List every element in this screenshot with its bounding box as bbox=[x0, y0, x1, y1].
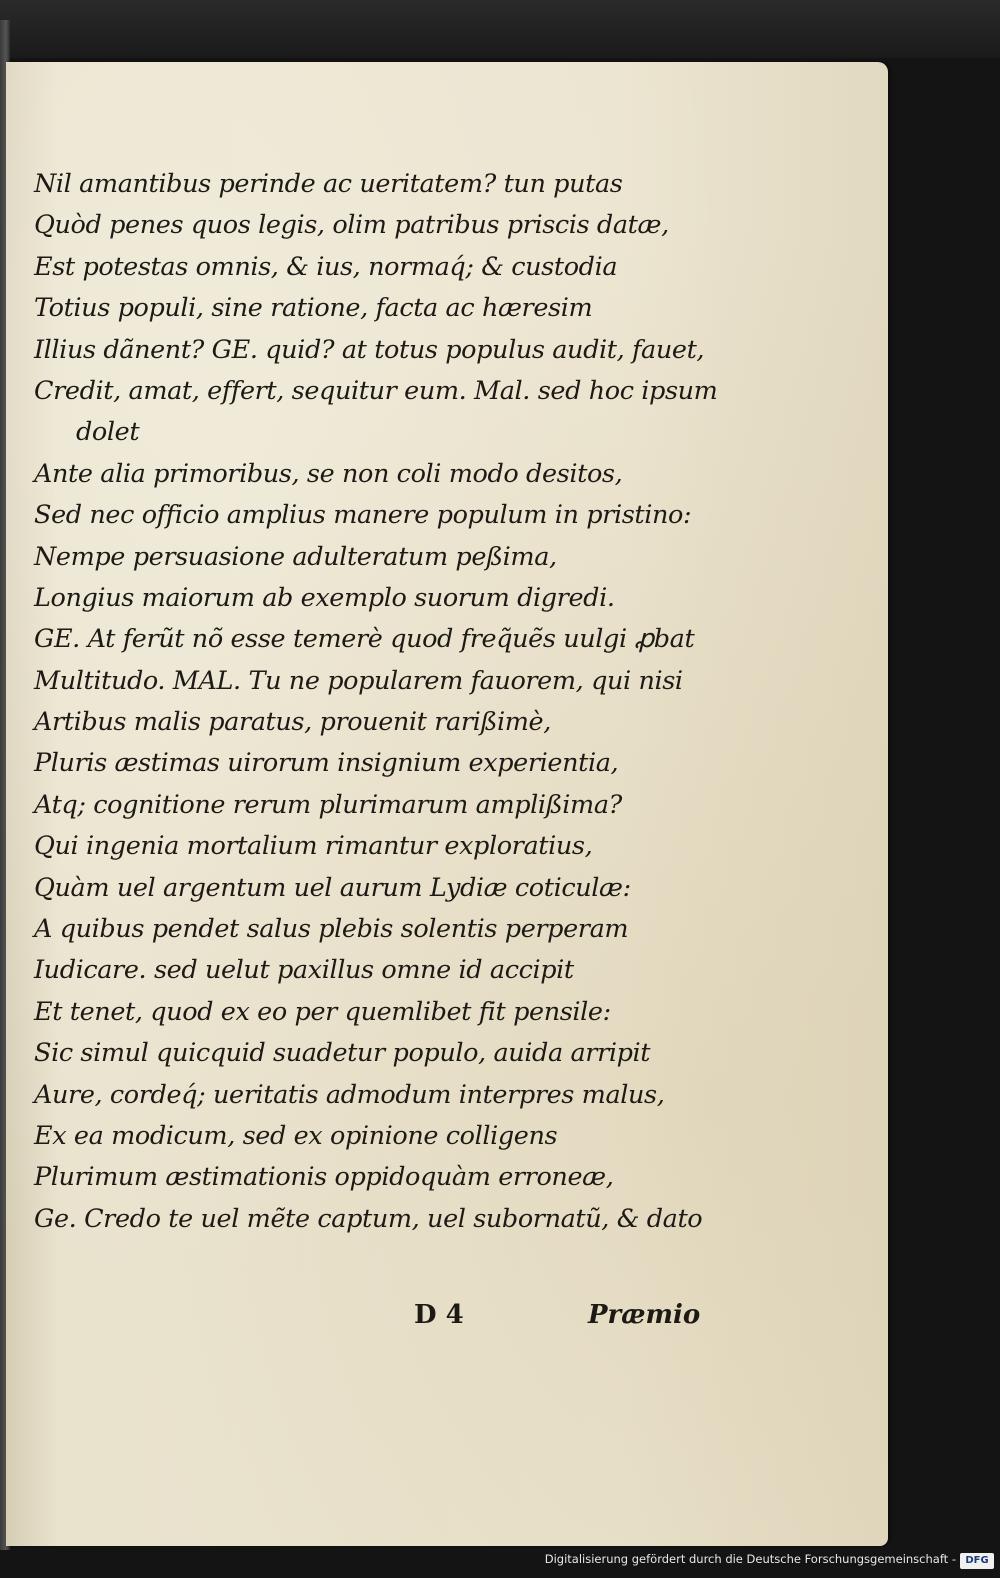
scanner-top-strip bbox=[0, 0, 1000, 58]
text-line: Quàm uel argentum uel aurum Lydiæ coticulæ: bbox=[34, 872, 631, 903]
text-line: Nil amantibus perinde ac ueritatem? tun putas bbox=[34, 169, 623, 199]
text-line: Illius dãnent? GE. quid? at totus populus audit, fauet, bbox=[34, 334, 705, 365]
text-line: GE. At ferũt nõ esse temerè quod freq̃uẽs uulgi ꝓbat bbox=[34, 624, 695, 655]
text-line: Sed nec officio amplius manere populum in pristino: bbox=[34, 500, 692, 531]
text-line: Totius populi, sine ratione, facta ac hæresim bbox=[34, 293, 593, 324]
text-line: Atq; cognitione rerum plurimarum amplißima? bbox=[34, 789, 622, 820]
text-line: Pluris æstimas uirorum insignium experientia, bbox=[34, 748, 619, 779]
page-footer-line bbox=[6, 1300, 706, 1344]
text-line: Qui ingenia mortalium rimantur exploratius, bbox=[34, 831, 593, 862]
text-line: Sic simul quicquid suadetur populo, auida arripit bbox=[34, 1038, 651, 1069]
text-line: Ex ea modicum, sed ex opinione colligens bbox=[34, 1120, 558, 1151]
catchword: Præmio bbox=[588, 1300, 701, 1330]
text-line: A quibus pendet salus plebis solentis perperam bbox=[34, 914, 629, 945]
page-text-block bbox=[34, 164, 718, 1240]
text-line: Nempe persuasione adulteratum peßima, bbox=[34, 541, 557, 572]
text-line: Quòd penes quos legis, olim patribus priscis datæ, bbox=[34, 210, 669, 241]
text-line: Multitudo. MAL. Tu ne popularem fauorem, qui nisi bbox=[34, 665, 683, 696]
signature-mark: D 4 bbox=[414, 1300, 464, 1330]
text-line: Ge. Credo te uel mẽte captum, uel subornatũ, & dato bbox=[34, 1203, 703, 1234]
text-line: Artibus malis paratus, prouenit rarißimè, bbox=[34, 707, 551, 738]
text-line: Longius maiorum ab exemplo suorum digredi. bbox=[34, 582, 615, 613]
text-line-continuation: dolet bbox=[76, 417, 140, 448]
text-line: Aure, cordeq́; ueritatis admodum interpres malus, bbox=[34, 1079, 665, 1110]
text-line: Plurimum æstimationis oppidoquàm erroneæ, bbox=[34, 1162, 614, 1193]
dfg-logo: DFG bbox=[960, 1553, 994, 1569]
digitization-credit: Digitalisierung gefördert durch die Deutsche Forschungsgemeinschaft - bbox=[544, 1552, 956, 1566]
text-line: Credit, amat, effert, sequitur eum. Mal. sed hoc ipsum bbox=[34, 375, 718, 406]
text-line: Et tenet, quod ex eo per quemlibet fit pensile: bbox=[34, 996, 611, 1027]
text-line: Iudicare. sed uelut paxillus omne id accipit bbox=[34, 955, 574, 986]
text-line: Est potestas omnis, & ius, normaq́; & custodia bbox=[34, 251, 618, 282]
book-page bbox=[6, 62, 888, 1546]
text-line: Ante alia primoribus, se non coli modo desitos, bbox=[34, 458, 623, 489]
